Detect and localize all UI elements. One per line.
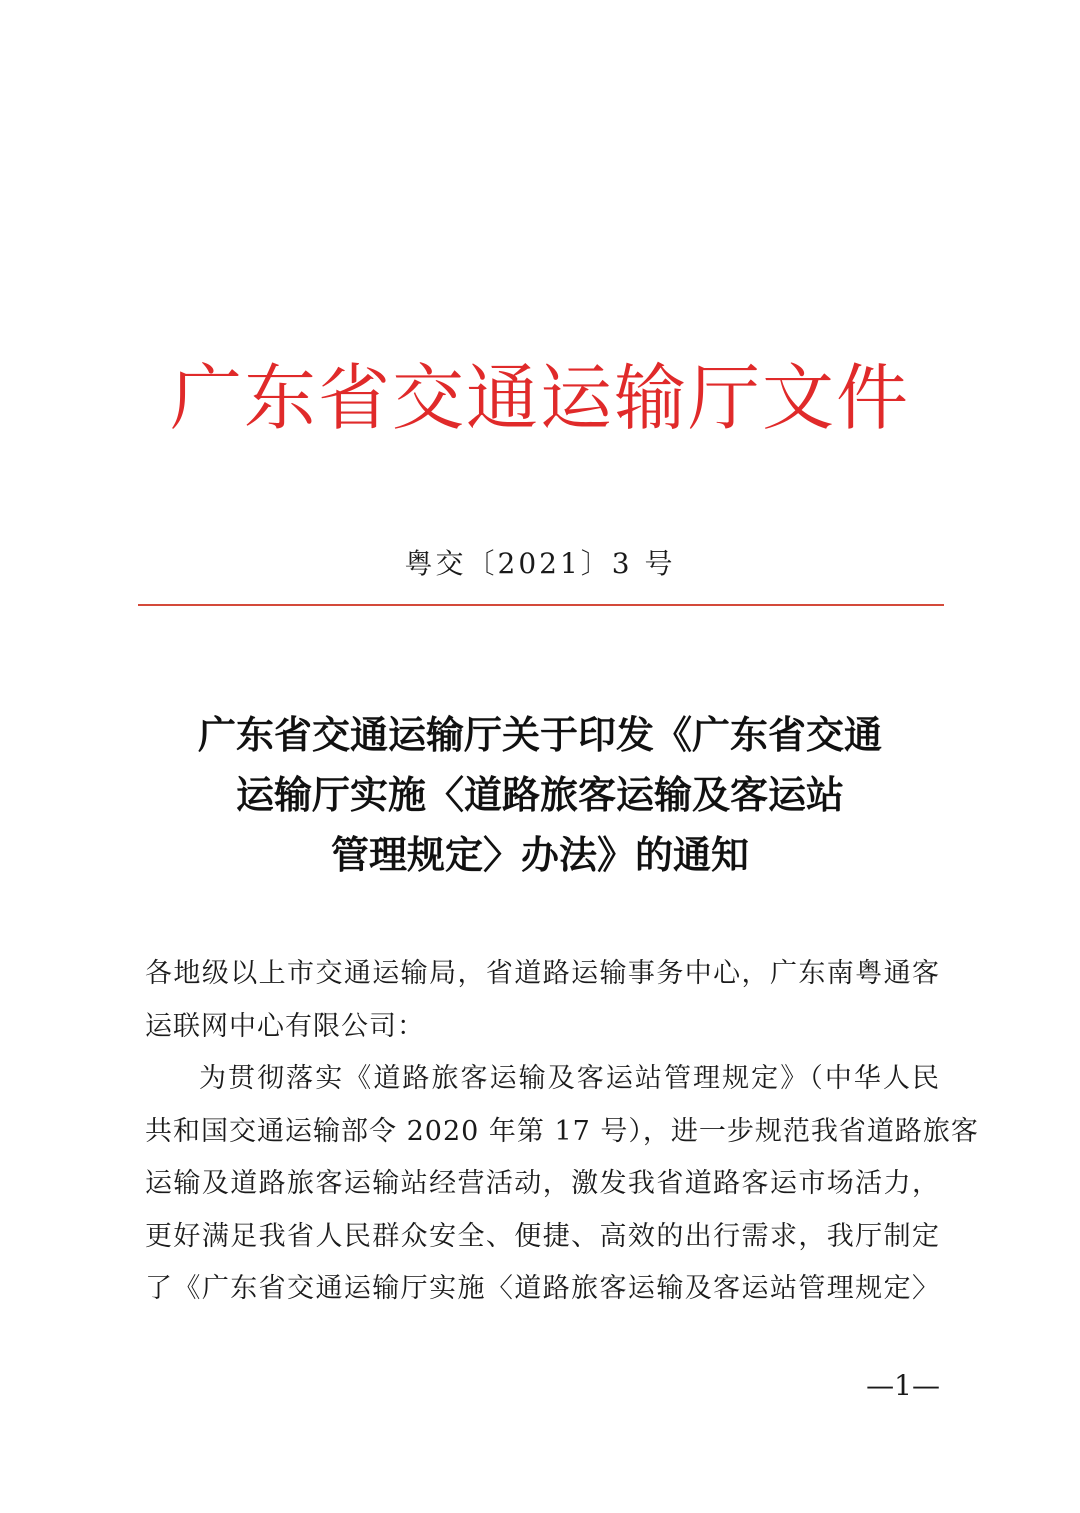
notice-title-line-1: 广东省交通运输厅关于印发《广东省交通 <box>197 713 882 757</box>
body-line-paragraph-5: 了《广东省交通运输厅实施〈道路旅客运输及客运站管理规定〉 <box>145 1273 940 1304</box>
body-line-paragraph-4: 更好满足我省人民群众安全、便捷、高效的出行需求，我厅制定 <box>145 1220 940 1252</box>
masthead-title: 广东省交通运输厅文件 <box>169 356 910 440</box>
notice-body <box>145 948 979 1316</box>
notice-title-line-3: 管理规定〉办法》的通知 <box>330 833 749 877</box>
body-line-addressee-2: 运联网中心有限公司： <box>145 1010 425 1042</box>
page-number: —1— <box>866 1369 940 1402</box>
body-line-paragraph-1: 为贯彻落实《道路旅客运输及客运站管理规定》（中华人民 <box>199 1063 940 1094</box>
red-separator-rule <box>138 604 944 606</box>
body-line-paragraph-3: 运输及道路旅客运输站经营活动，激发我省道路客运市场活力， <box>145 1168 940 1199</box>
document-number: 粤交〔2021〕3 号 <box>404 547 676 580</box>
body-line-addressee-1: 各地级以上市交通运输局，省道路运输事务中心，广东南粤通客 <box>145 958 940 989</box>
notice-title-line-2: 运输厅实施〈道路旅客运输及客运站 <box>235 773 844 817</box>
body-line-paragraph-2: 共和国交通运输部令 2020 年第 17 号），进一步规范我省道路旅客 <box>145 1115 979 1147</box>
notice-title <box>150 705 930 885</box>
